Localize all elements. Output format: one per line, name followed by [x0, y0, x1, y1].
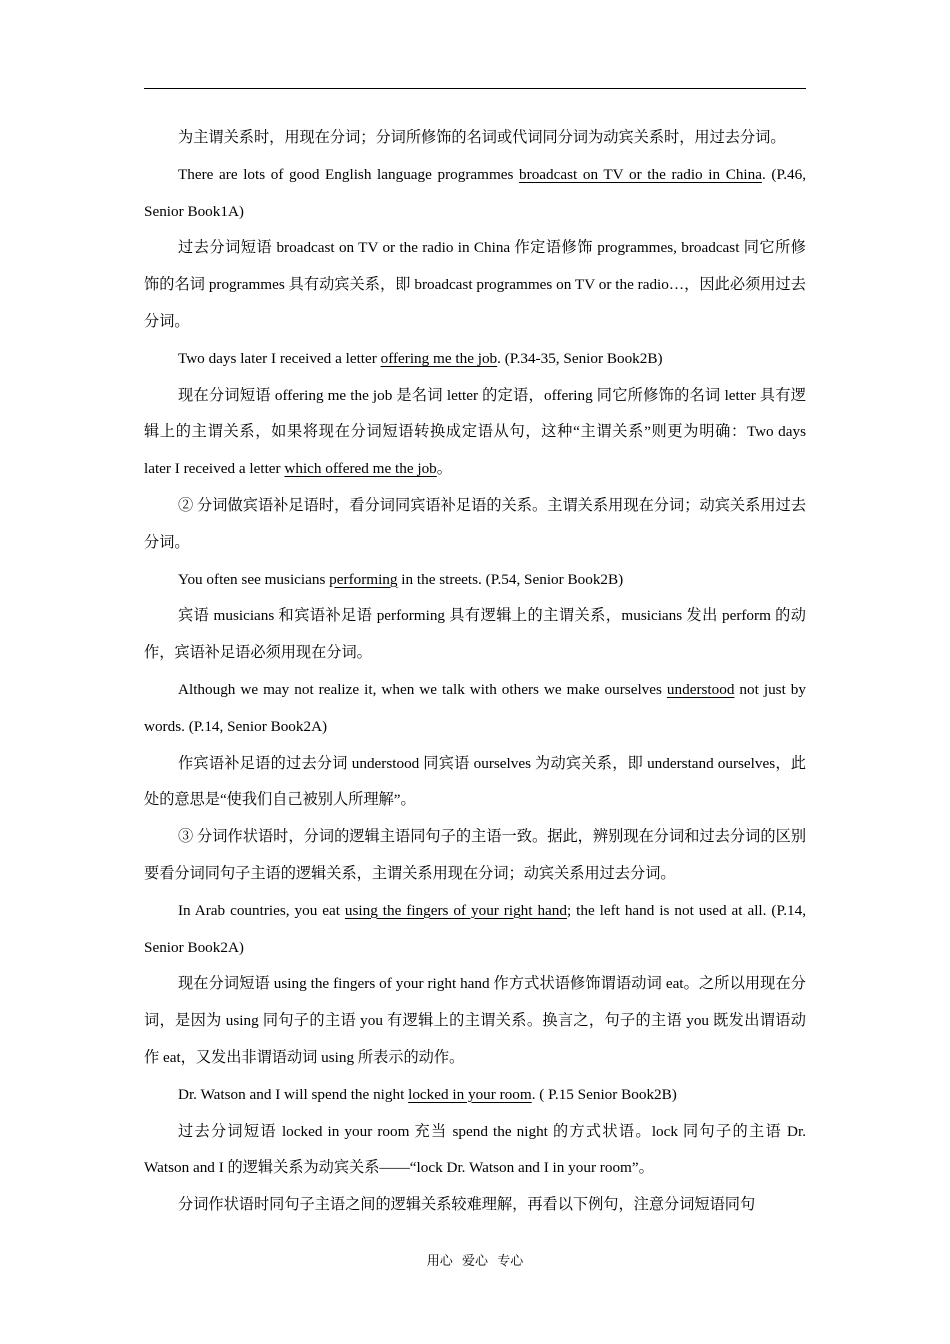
underlined-phrase: using the fingers of your right hand	[344, 901, 567, 919]
underlined-phrase: which offered me the job	[284, 460, 437, 478]
paragraph	[144, 746, 806, 820]
underlined-phrase: understood	[666, 680, 735, 698]
text-run: in the streets. (P.54, Senior Book2B)	[397, 570, 624, 588]
paragraph	[144, 672, 806, 746]
text-run: 宾语 musicians 和宾语补足语 performing 具有逻辑上的主谓关系，musicians 发出 perform 的动作，宾语补足语必须用现在分词。	[144, 607, 806, 662]
page-footer: 用心 爱心 专心	[426, 1253, 524, 1268]
text-run: . (P.34-35, Senior Book2B)	[497, 349, 663, 367]
text-run: 作宾语补足语的过去分词 understood 同宾语 ourselves 为动宾关系，即 understand ourselves，此处的意思是“使我们自己被别人所理解”。	[144, 754, 806, 809]
paragraph	[144, 488, 806, 562]
text-run: . ( P.15 Senior Book2B)	[531, 1085, 677, 1103]
text-run: 为主谓关系时，用现在分词；分词所修饰的名词或代词同分词为动宾关系时，用过去分词。	[178, 129, 786, 146]
paragraph	[144, 341, 806, 378]
text-run: 现在分词短语 offering me the job 是名词 letter 的定语，offering 同它所修饰的名词 letter 具有逻辑上的主谓关系，如果将现在分词短语转换成定语从句，这种“主谓关系”则更为明确：Two days later I received a letter	[144, 386, 806, 478]
underlined-phrase: performing	[329, 570, 398, 588]
underlined-phrase: broadcast on TV or the radio in China	[519, 165, 762, 183]
paragraph	[144, 598, 806, 672]
underlined-phrase: offering me the job	[380, 349, 498, 367]
text-run: 过去分词短语 locked in your room 充当 spend the night 的方式状语。lock 同句子的主语 Dr. Watson and I 的逻辑关系为动宾关系——“lock Dr. Watson and I in your room”。	[144, 1122, 806, 1177]
text-run: 分词作状语时同句子主语之间的逻辑关系较难理解，再看以下例句，注意分词短语同句	[178, 1196, 756, 1214]
paragraph	[144, 562, 806, 599]
document-body	[144, 120, 806, 1224]
text-run: Two days later I received a letter	[178, 349, 381, 367]
text-run: . (P.46, Senior Book1A)	[144, 165, 807, 220]
text-run: Although we may not realize it, when we talk with others we make ourselves	[178, 680, 667, 698]
text-run: Dr. Watson and I will spend the night	[178, 1085, 409, 1103]
paragraph	[144, 1077, 806, 1114]
text-run: There are lots of good English language programmes	[178, 165, 520, 183]
text-run: ② 分词做宾语补足语时，看分词同宾语补足语的关系。主谓关系用现在分词；动宾关系用过去分词。	[144, 496, 806, 551]
underlined-phrase: locked in your room	[408, 1085, 532, 1103]
paragraph	[144, 120, 806, 157]
text-run: ③ 分词作状语时，分词的逻辑主语同句子的主语一致。据此，辨别现在分词和过去分词的区别要看分词同句子主语的逻辑关系，主谓关系用现在分词；动宾关系用过去分词。	[144, 828, 806, 882]
paragraph	[144, 893, 806, 967]
text-run: ; the left hand is not used at all. (P.14, Senior Book2A)	[144, 901, 807, 956]
paragraph	[144, 966, 806, 1076]
text-run: You often see musicians	[178, 570, 330, 588]
paragraph	[144, 1187, 806, 1224]
paragraph	[144, 157, 806, 231]
paragraph	[144, 230, 806, 340]
text-run: 。	[436, 460, 452, 478]
paragraph	[144, 378, 806, 488]
paragraph	[144, 1114, 806, 1188]
text-run: not just by words. (P.14, Senior Book2A)	[144, 680, 806, 735]
text-run: 过去分词短语 broadcast on TV or the radio in China 作定语修饰 programmes, broadcast 同它所修饰的名词 programmes 具有动宾关系，即 broadcast programmes on TV or the radio…，因此必须用过去分词。	[144, 239, 806, 330]
paragraph	[144, 819, 806, 893]
text-run: In Arab countries, you eat	[178, 901, 345, 919]
text-run: 现在分词短语 using the fingers of your right hand 作方式状语修饰谓语动词 eat。之所以用现在分词，是因为 using 同句子的主语 you 有逻辑上的主谓关系。换言之，句子的主语 you 既发出谓语动作 eat，又发出非谓语动词 using 所表示的动作。	[144, 975, 806, 1066]
header-rule	[144, 88, 806, 89]
